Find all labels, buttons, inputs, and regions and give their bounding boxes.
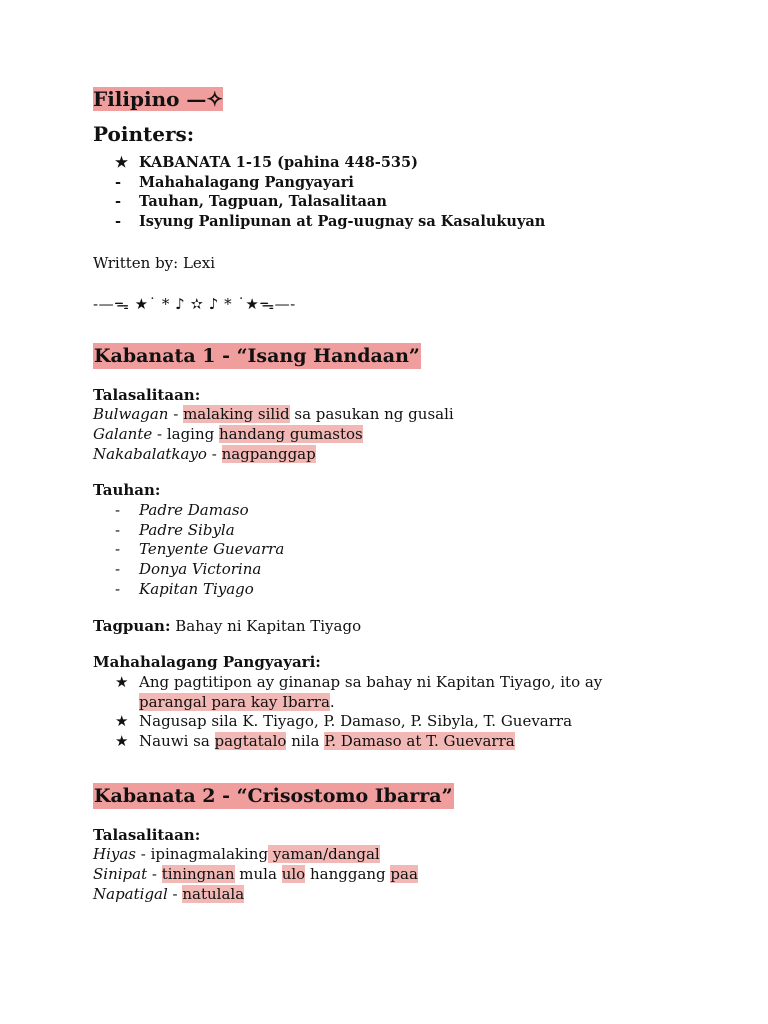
vocab-row: Sinipat - tiningnan mula ulo hanggang paa bbox=[93, 865, 418, 884]
list-item: ★ Nagusap sila K. Tiyago, P. Damaso, P. Sibyla, T. Guevarra bbox=[115, 712, 573, 731]
list-item: ★ Ang pagtitipon ay ginanap sa bahay ni Kapitan Tiyago, ito ay parangal para kay Ibarra. bbox=[115, 672, 603, 711]
author-line: Written by: Lexi bbox=[93, 253, 216, 272]
talasalitaan-label: Talasalitaan: bbox=[93, 825, 201, 844]
vocab-row: Hiyas - ipinagmalaking yaman/dangal bbox=[93, 845, 380, 864]
list-item: - Tenyente Guevarra bbox=[115, 540, 285, 559]
tauhan-list bbox=[93, 501, 733, 600]
list-item: - Padre Sibyla bbox=[115, 520, 235, 539]
vocab-row: Napatigal - natulala bbox=[93, 884, 245, 903]
chapter-2-title: Kabanata 2 - “Crisostomo Ibarra” bbox=[94, 784, 453, 807]
decorative-divider: -—ᯓ ★˙ * ♪ ✫ ♪ * ˙★ᯓ—- bbox=[93, 294, 296, 313]
list-item: - Donya Victorina bbox=[115, 560, 262, 579]
list-item: ★ Nauwi sa pagtatalo nila P. Damaso at T. Guevarra bbox=[115, 732, 515, 751]
chapter-2-talasalitaan bbox=[93, 826, 733, 905]
chapter-1-pangyayari bbox=[93, 653, 733, 752]
pangyayari-label: Mahahalagang Pangyayari: bbox=[93, 653, 321, 672]
vocab-row: Nakabalatkayo - nagpanggap bbox=[93, 444, 316, 463]
vocab-row: Bulwagan - malaking silid sa pasukan ng gusali bbox=[93, 405, 454, 424]
chapter-1-tauhan bbox=[93, 481, 733, 599]
tauhan-label: Tauhan: bbox=[93, 481, 161, 500]
list-item: - Isyung Panlipunan at Pag-uugnay sa Kasalukuyan bbox=[115, 213, 546, 231]
title-row bbox=[93, 86, 733, 113]
talasalitaan-label: Talasalitaan: bbox=[93, 385, 201, 404]
list-item: - Padre Damaso bbox=[115, 501, 249, 520]
vocab-row: Galante - laging handang gumastos bbox=[93, 424, 363, 443]
document-page bbox=[93, 86, 733, 905]
list-item: - Tauhan, Tagpuan, Talasalitaan bbox=[115, 193, 387, 211]
chapter-1-talasalitaan bbox=[93, 386, 733, 465]
pointers-heading: Pointers: bbox=[93, 122, 195, 146]
pointers-list bbox=[93, 153, 733, 232]
pangyayari-list bbox=[93, 673, 733, 752]
chapter-1-tagpuan: Tagpuan: Bahay ni Kapitan Tiyago bbox=[93, 616, 362, 635]
list-item: - Kapitan Tiyago bbox=[115, 579, 254, 598]
list-item: ★ KABANATA 1-15 (pahina 448-535) bbox=[115, 154, 418, 171]
document-title: Filipino —✧ bbox=[93, 87, 224, 111]
list-item: - Mahahalagang Pangyayari bbox=[115, 173, 354, 191]
chapter-2-section bbox=[93, 783, 733, 905]
chapter-1-section bbox=[93, 343, 733, 752]
chapter-1-title: Kabanata 1 - “Isang Handaan” bbox=[94, 344, 420, 367]
